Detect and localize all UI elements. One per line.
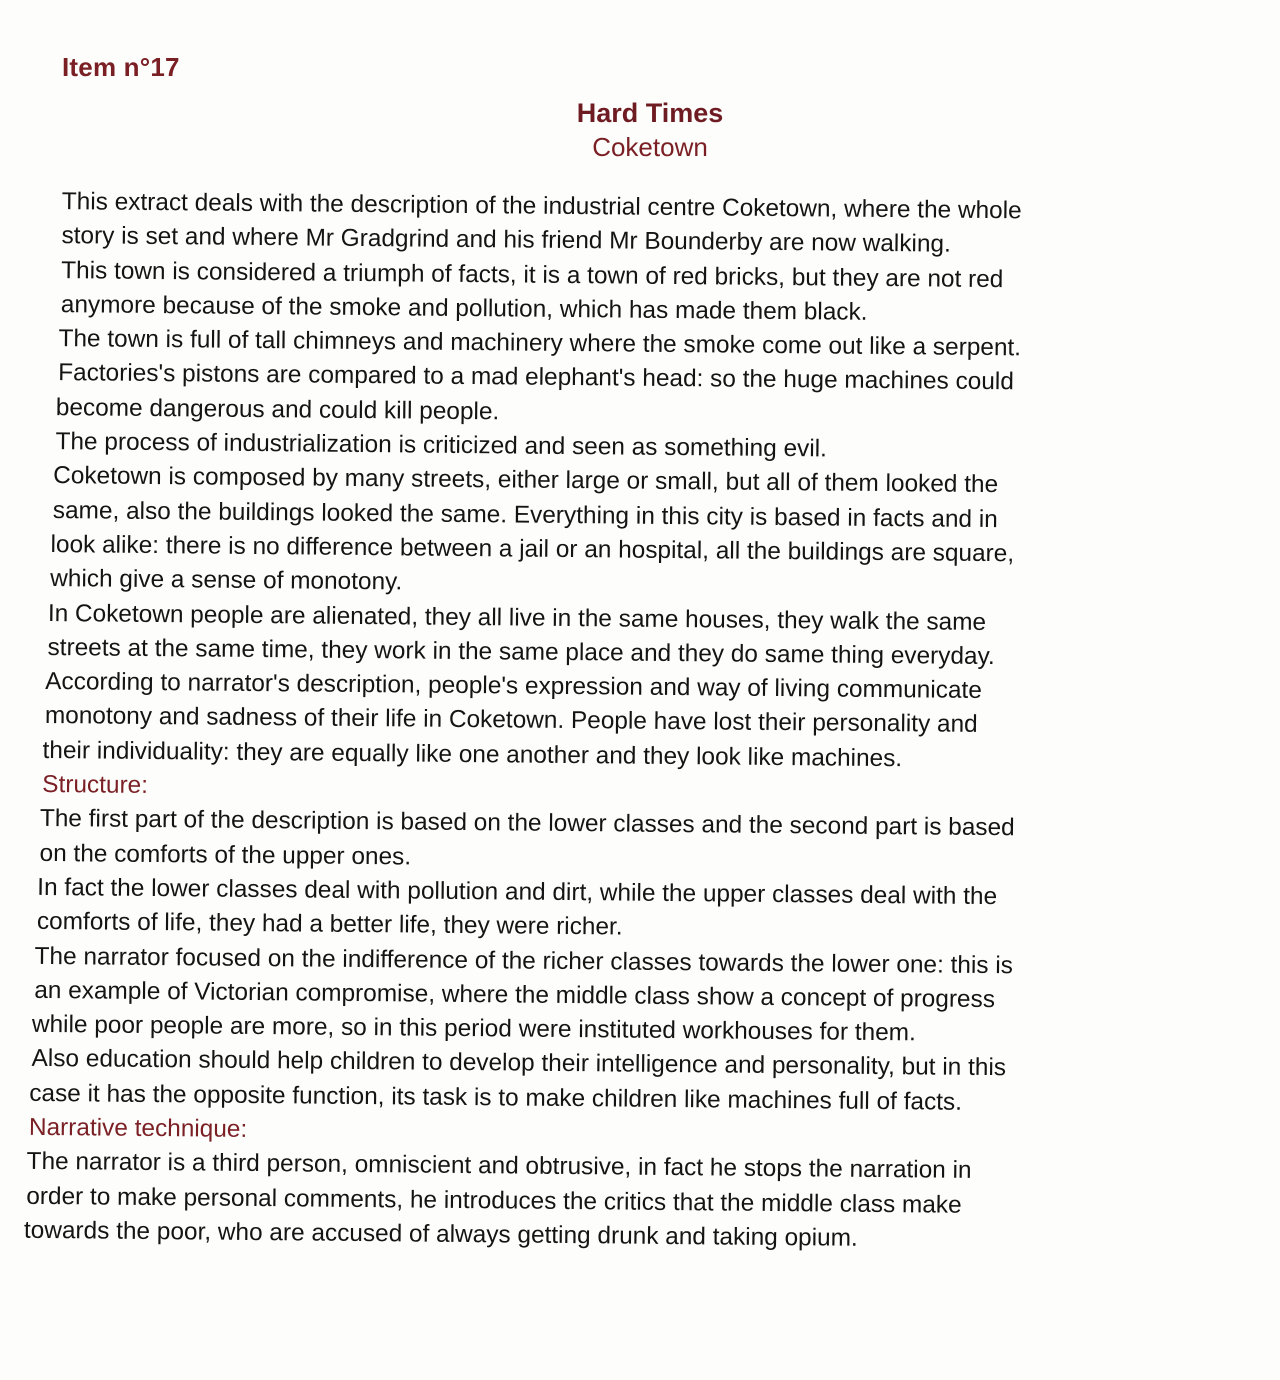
text-line: case it has the opposite function, its task is to make children like machines full of facts. bbox=[29, 1079, 963, 1116]
text-line: The narrator is a third person, omniscient and obtrusive, in fact he stops the narration in bbox=[26, 1148, 972, 1185]
text-line: This extract deals with the description of the industrial centre Coketown, where the whole bbox=[61, 188, 1022, 225]
text-line: In Coketown people are alienated, they all live in the same houses, they walk the same bbox=[47, 599, 987, 636]
document-body bbox=[23, 185, 1240, 1260]
text-line: streets at the same time, they work in the same place and they do same thing everyday. bbox=[47, 633, 995, 670]
text-line: The narrator focused on the indifference of the richer classes towards the lower one: this is bbox=[34, 942, 1014, 979]
text-line: while poor people are more, so in this period were instituted workhouses for them. bbox=[31, 1010, 916, 1047]
text-line: their individuality: they are equally like one another and they look like machines. bbox=[42, 736, 903, 772]
text-line: Coketown is composed by many streets, either large or small, but all of them looked the bbox=[53, 462, 999, 499]
text-line: anymore because of the smoke and pollution, which has made them black. bbox=[60, 291, 868, 326]
text-line: story is set and where Mr Gradgrind and his friend Mr Bounderby are now walking. bbox=[61, 222, 951, 258]
item-number-label: Item n°17 bbox=[62, 52, 180, 82]
text-line: Also education should help children to develop their intelligence and personality, but in this bbox=[31, 1045, 1007, 1082]
narrative-technique-heading: Narrative technique: bbox=[28, 1113, 248, 1143]
text-line: In fact the lower classes deal with pollution and dirt, while the upper classes deal with the bbox=[37, 873, 998, 911]
text-line: order to make personal comments, he introduces the critics that the middle class make bbox=[26, 1182, 962, 1219]
text-line: This town is considered a triumph of facts, it is a town of red bricks, but they are not red bbox=[61, 256, 1004, 293]
structure-heading: Structure: bbox=[42, 771, 149, 800]
text-line: become dangerous and could kill people. bbox=[55, 393, 500, 426]
text-line: an example of Victorian compromise, where the middle class show a concept of progress bbox=[34, 976, 996, 1013]
text-line: Factories's pistons are compared to a mad elephant's head: so the huge machines could bbox=[58, 359, 1014, 396]
text-line: same, also the buildings looked the same. Everything in this city is based in facts and in bbox=[52, 496, 998, 533]
text-line: The process of industrialization is criticized and seen as something evil. bbox=[55, 428, 828, 463]
document-subtitle: Coketown bbox=[592, 132, 708, 162]
title-block bbox=[0, 96, 1280, 164]
text-line: which give a sense of monotony. bbox=[50, 565, 403, 596]
text-line: look alike: there is no difference between a jail or an hospital, all the buildings are square, bbox=[50, 530, 1015, 568]
text-line: monotony and sadness of their life in Coketown. People have lost their personality and bbox=[44, 702, 978, 739]
text-line: The first part of the description is based on the lower classes and the second part is based bbox=[39, 805, 1015, 842]
text-line: According to narrator's description, people's expression and way of living communicate bbox=[45, 668, 982, 705]
text-line: comforts of life, they had a better life, they were richer. bbox=[36, 908, 623, 941]
text-line: on the comforts of the upper ones. bbox=[39, 839, 412, 871]
text-line: The town is full of tall chimneys and machinery where the smoke come out like a serpent. bbox=[58, 325, 1022, 362]
text-line: towards the poor, who are accused of always getting drunk and taking opium. bbox=[23, 1216, 858, 1252]
document-title: Hard Times bbox=[576, 98, 724, 128]
